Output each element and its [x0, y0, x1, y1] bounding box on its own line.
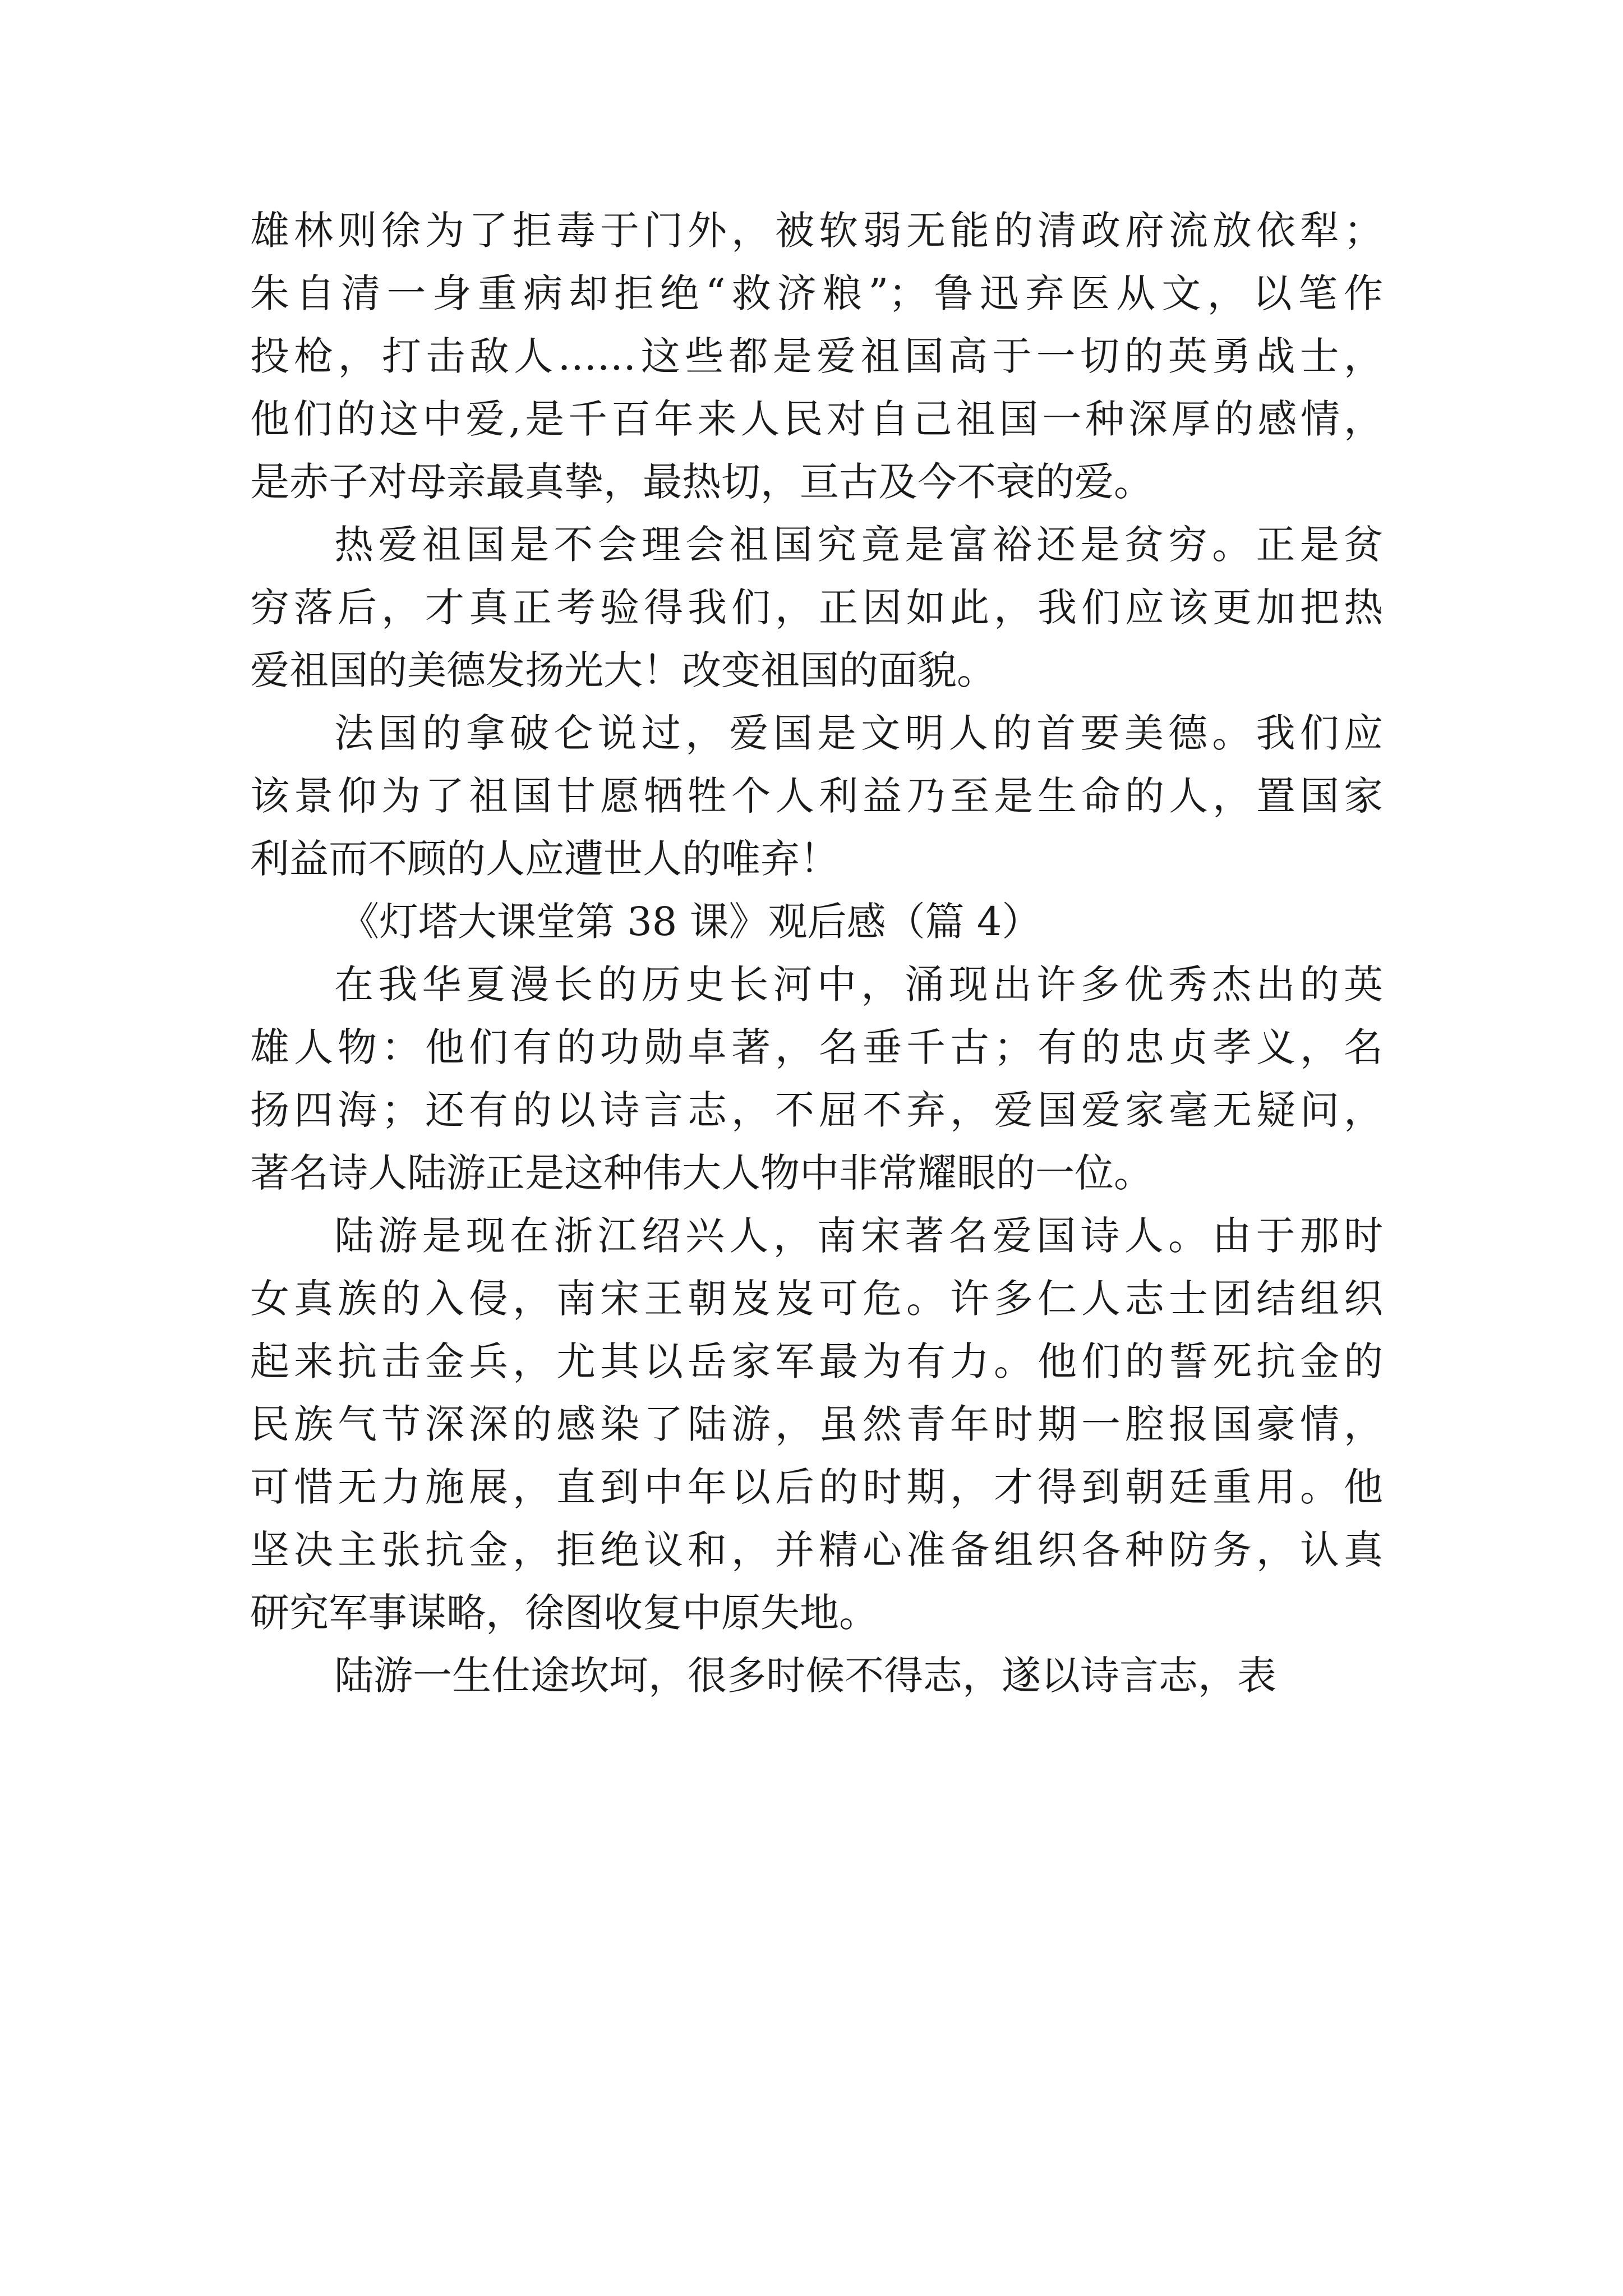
- text-line: 雄人物：他们有的功勋卓著，名垂千古；有的忠贞孝义，名: [250, 1024, 1383, 1070]
- paragraph-5: [250, 1204, 1383, 1644]
- text-line: 民族气节深深的感染了陆游，虽然青年时期一腔报国豪情，: [250, 1401, 1383, 1447]
- document-page: [250, 199, 1383, 1707]
- text-line: 利益而不顾的人应遭世人的唯弃！: [250, 836, 839, 882]
- text-line: 扬四海；还有的以诗言志，不屈不弃，爱国爱家毫无疑问，: [250, 1087, 1383, 1133]
- text-line: 可惜无力施展，直到中年以后的时期，才得到朝廷重用。他: [250, 1464, 1383, 1510]
- section-heading: [250, 890, 1383, 953]
- text-line: 穷落后，才真正考验得我们，正因如此，我们应该更加把热: [250, 585, 1383, 631]
- text-line: 在我华夏漫长的历史长河中，涌现出许多优秀杰出的英: [334, 961, 1383, 1007]
- text-line: 女真族的入侵，南宋王朝岌岌可危。许多仁人志士团结组织: [250, 1276, 1383, 1322]
- text-line: 坚决主张抗金，拒绝议和，并精心准备组织各种防务，认真: [250, 1527, 1383, 1573]
- text-line: 投枪，打击敌人……这些都是爱祖国高于一切的英勇战士，: [250, 333, 1383, 379]
- text-line: 爱祖国的美德发扬光大！改变祖国的面貌。: [250, 647, 996, 693]
- paragraph-2: [250, 513, 1383, 702]
- text-line: 朱自清一身重病却拒绝“救济粮”；鲁迅弃医从文，以笔作: [250, 270, 1383, 316]
- text-line: 雄林则徐为了拒毒于门外，被软弱无能的清政府流放依犁；: [250, 208, 1383, 254]
- paragraph-1: [250, 199, 1383, 513]
- text-line: 起来抗击金兵，尤其以岳家军最为有力。他们的誓死抗金的: [250, 1338, 1383, 1384]
- paragraph-6: [250, 1644, 1383, 1707]
- text-line: 研究军事谋略，徐图收复中原失地。: [250, 1590, 878, 1636]
- text-line: 法国的拿破仑说过，爱国是文明人的首要美德。我们应: [334, 710, 1383, 756]
- paragraph-3: [250, 702, 1383, 890]
- text-line: 陆游一生仕途坎坷，很多时候不得志，遂以诗言志，表: [334, 1653, 1276, 1699]
- text-line: 热爱祖国是不会理会祖国究竟是富裕还是贫穷。正是贫: [334, 522, 1383, 568]
- paragraph-4: [250, 953, 1383, 1204]
- text-line: 陆游是现在浙江绍兴人，南宋著名爱国诗人。由于那时: [334, 1213, 1383, 1259]
- text-line: 是赤子对母亲最真挚，最热切，亘古及今不衰的爱。: [250, 459, 1153, 505]
- heading-text: 《灯塔大课堂第 38 课》观后感（篇 4）: [340, 899, 1041, 945]
- text-line: 他们的这中爱,是千百年来人民对自己祖国一种深厚的感情，: [250, 396, 1383, 442]
- text-line: 著名诗人陆游正是这种伟大人物中非常耀眼的一位。: [250, 1150, 1153, 1196]
- text-line: 该景仰为了祖国甘愿牺牲个人利益乃至是生命的人，置国家: [250, 773, 1383, 819]
